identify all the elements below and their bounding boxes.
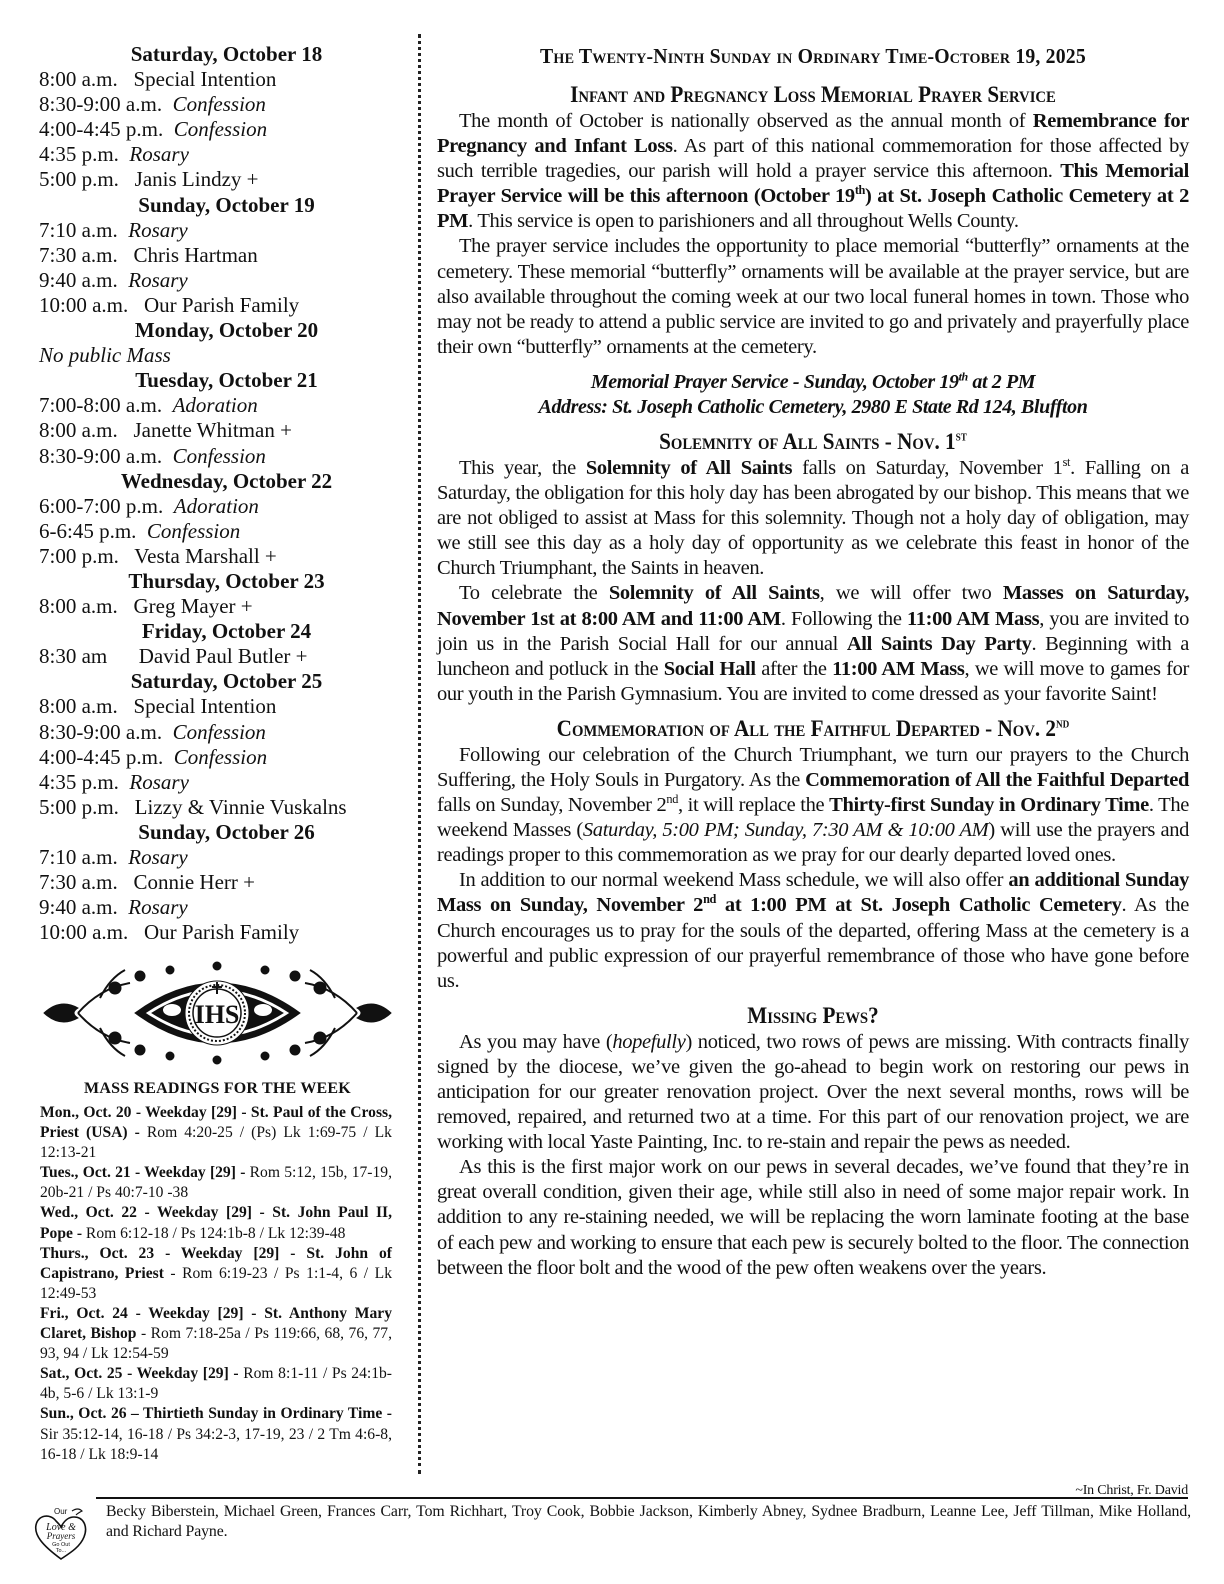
- memorial-service-info: Memorial Prayer Service - Sunday, October 19th at 2 PM: [590, 369, 1036, 393]
- pews-paragraph-1: [437, 1030, 1189, 1155]
- schedule-time: 9:40 a.m.: [39, 267, 118, 292]
- schedule-day-heading: Tuesday, October 21: [135, 368, 318, 393]
- schedule-time: 5:00 p.m.: [39, 167, 119, 192]
- text-run: Masses on Saturday, November 1st at 8:00 AM and 11:00 AM: [437, 582, 1189, 630]
- reading-day-heading: Sat., Oct. 25 - Weekday [29] -: [40, 1365, 239, 1383]
- schedule-day-heading: Wednesday, October 22: [120, 468, 333, 493]
- column-divider: [418, 34, 421, 1474]
- text-run: . Beginning with a luncheon and potluck in the: [437, 632, 1189, 680]
- schedule-item: [39, 795, 394, 820]
- schedule-day-heading: Saturday, October 18: [130, 42, 323, 66]
- text-run: falls on Sunday, November 2: [437, 794, 667, 817]
- text-run: nd: [703, 892, 717, 907]
- schedule-event: Rosary: [129, 769, 189, 794]
- schedule-time: 4:00-4:45 p.m.: [39, 117, 164, 142]
- schedule-item: [39, 694, 394, 719]
- schedule-event: Rosary: [128, 217, 188, 242]
- schedule-item: [39, 770, 394, 795]
- schedule-event: Our Parish Family: [144, 292, 300, 317]
- reading-entry: [40, 1244, 392, 1304]
- schedule-day-heading: Thursday, October 23: [128, 568, 325, 593]
- bulletin-main: [437, 44, 1189, 1281]
- schedule-time: 8:30-9:00 a.m.: [39, 92, 163, 117]
- text-run: an additional Sunday Mass on Sunday, November 2: [437, 869, 1189, 917]
- reading-day-heading: Mon., Oct. 20 - Weekday [29] - St. Paul of the Cross, Priest (USA) -: [40, 1104, 392, 1142]
- schedule-event: Greg Mayer +: [133, 594, 253, 619]
- text-run: , we will move to games for our youth in the Parish Gymnasium. You are invited to come dressed as your favorite Saint!: [437, 657, 1189, 705]
- reading-references: Rom 4:20-25 / (Ps) Lk 1:69-75 / Lk 12:13-21: [40, 1124, 392, 1162]
- text-run: st: [1062, 455, 1071, 470]
- schedule-day-heading: Saturday, October 25: [130, 669, 323, 694]
- reading-day-heading: Thurs., Oct. 23 - Weekday [29] - St. John of Capistrano, Priest: [40, 1244, 392, 1282]
- schedule-item: [39, 142, 394, 167]
- schedule-event: Adoration: [172, 393, 258, 418]
- schedule-item: [39, 494, 394, 519]
- reading-entry: [40, 1404, 392, 1464]
- schedule-item: [39, 243, 394, 268]
- schedule-item: [39, 293, 394, 318]
- schedule-event: Lizzy & Vinnie Vuskalns: [134, 794, 347, 819]
- text-run: Commemoration of All the Faithful Departed: [805, 768, 1190, 791]
- all-saints-paragraph-1: [437, 456, 1189, 581]
- schedule-item: [39, 895, 394, 920]
- schedule-item: [39, 594, 394, 619]
- reading-entry: [40, 1304, 392, 1364]
- text-run: nd: [666, 792, 678, 807]
- schedule-item: [39, 92, 394, 117]
- memorial-paragraph-1: [437, 109, 1189, 234]
- schedule-time: 7:10 a.m.: [39, 845, 118, 869]
- section-title-memorial: Infant and Pregnancy Loss Memorial Prayer Service: [570, 82, 1056, 107]
- schedule-item: [39, 745, 394, 770]
- reading-references: Rom 6:12-18 / Ps 124:1b-8 / Lk 12:39-48: [82, 1224, 346, 1242]
- schedule-time: 5:00 p.m.: [39, 794, 119, 819]
- text-run: All Saints Day Party: [846, 632, 1032, 655]
- text-run: Social Hall: [663, 657, 756, 680]
- schedule-event: Rosary: [128, 267, 188, 292]
- text-run: . This service is open to parishioners and all throughout Wells County.: [468, 210, 1019, 233]
- text-run: at 1:00 PM at St. Joseph Catholic Cemetery: [716, 894, 1122, 917]
- schedule-time: 8:00 a.m.: [39, 694, 118, 719]
- schedule-event: Connie Herr +: [133, 870, 255, 895]
- schedule-item: [39, 393, 394, 418]
- text-run: . The weekend Masses (: [437, 794, 1189, 842]
- svg-text:Love &: Love &: [46, 1522, 76, 1533]
- reading-day-heading: Sun., Oct. 26 – Thirtieth Sunday in Ordinary Time -: [40, 1405, 392, 1423]
- schedule-event: Chris Hartman: [133, 242, 258, 267]
- schedule-item: [39, 117, 394, 142]
- reading-day-heading: Fri., Oct. 24 - Weekday [29] - St. Anthony Mary Claret, Bishop: [40, 1304, 392, 1343]
- schedule-time: 7:10 a.m.: [39, 217, 118, 242]
- svg-text:Our: Our: [54, 1507, 68, 1516]
- text-run: ) at St. Joseph Catholic Cemetery at 2 PM: [437, 185, 1189, 233]
- schedule-event: Confession: [172, 92, 266, 117]
- schedule-item: [39, 720, 394, 745]
- schedule-event: No public Mass: [39, 343, 171, 368]
- section-title-missing-pews: Missing Pews?: [747, 1002, 879, 1028]
- schedule-time: 7:00-8:00 a.m.: [39, 393, 163, 418]
- text-run: The month of October is nationally observed as the annual month of: [459, 110, 1033, 132]
- ihs-monogram: IHS: [194, 1000, 240, 1029]
- text-run: In addition to our normal weekend Mass schedule, we will also offer: [459, 869, 1009, 892]
- pews-paragraph-2: [437, 1155, 1189, 1280]
- text-run: falls on Saturday, November 1: [792, 456, 1063, 479]
- schedule-item: [39, 920, 394, 945]
- text-run: The prayer service includes the opportunity to place memorial “butterfly” ornaments at the cemetery. These memorial “butterfly” ornaments will be available at the prayer service, but are also available throughout the coming week at our two local funeral homes in town. Those who may not be ready to attend a public service are invited to go and privately and prayerfully place their own “butterfly” ornaments at the cemetery.: [437, 235, 1189, 358]
- svg-text:To...: To...: [55, 1548, 67, 1554]
- text-run: Solemnity of All Saints: [608, 582, 820, 605]
- schedule-item: [39, 167, 394, 192]
- text-run: As you may have (: [459, 1030, 613, 1053]
- memorial-paragraph-2: [437, 234, 1189, 359]
- text-run: . Falling on a Saturday, the obligation for this holy day has been abrogated by our bishop. This means that we are not obliged to assist at Mass for this solemnity. Though not a holy day of obligation, may we still see this day as a holy day of opportunity as we celebrate this feast in honor of the Church Triumphant, the Saints in heaven.: [437, 456, 1190, 580]
- schedule-time: 7:30 a.m.: [39, 870, 118, 895]
- text-run: after the: [755, 657, 833, 680]
- reading-entry: [40, 1163, 392, 1203]
- schedule-time: 7:00 p.m.: [39, 543, 119, 568]
- text-run: 11:00 AM Mass: [906, 607, 1040, 630]
- reading-references: Rom 5:12, 15b, 17-19, 20b-21 / Ps 40:7-10 -38: [40, 1164, 392, 1202]
- text-run: As this is the first major work on our pews in several decades, we’ve found that they’re in great overall condition, given their age, while still also in need of some major repair work. In addition to any re-staining needed, we will be replacing the worn laminate footing at the base of each pew and working to ensure that each pew is securely bolted to the floor. The connection between the floor bolt and the wood of the pew often weakens over the years.: [437, 1156, 1189, 1279]
- schedule-event: Confession: [172, 719, 266, 744]
- schedule-item: [39, 845, 394, 870]
- signature: ~In Christ, Fr. David: [1075, 1483, 1188, 1498]
- schedule-day-heading: Monday, October 20: [134, 318, 319, 343]
- text-run: . As the Church encourages us to pray for the souls of the departed, offering Mass at the cemetery is a powerful and public expression of our prayerful remembrance of those who have gone before us.: [437, 894, 1189, 992]
- schedule-time: 6:00-7:00 p.m.: [39, 493, 164, 518]
- text-run: Saturday, 5:00 PM; Sunday, 7:30 AM & 10:00 AM: [582, 819, 989, 842]
- text-run: This Memorial Prayer Service will be this afternoon (October 19: [437, 160, 1189, 208]
- text-run: ) will use the prayers and readings proper to this commemoration as we pray for our dearly departed loved ones.: [437, 819, 1189, 867]
- schedule-event: Janis Lindzy +: [134, 167, 259, 192]
- readings-title: MASS READINGS FOR THE WEEK: [84, 1080, 351, 1097]
- schedule-event: Rosary: [129, 142, 189, 167]
- schedule-event: Confession: [146, 518, 241, 543]
- reading-day-heading: Tues., Oct. 21 - Weekday [29] -: [40, 1164, 246, 1182]
- ihs-ornament-icon: [40, 958, 395, 1068]
- text-run: . As part of this national commemoration for those affected by such terrible tragedies, our parish will hold a prayer service this afternoon.: [437, 135, 1189, 183]
- mass-readings-list: [40, 1103, 392, 1465]
- schedule-event: Rosary: [128, 845, 188, 869]
- schedule-item: [39, 418, 394, 443]
- text-run: This year, the: [459, 456, 586, 479]
- reading-entry: [40, 1364, 392, 1404]
- schedule-time: 6-6:45 p.m.: [39, 518, 137, 543]
- text-run: ) noticed, two rows of pews are missing. With contracts finally signed by the diocese, we’ve given the go-ahead to begin work on restoring our pews in anticipation for our greater renovation project. Over the next several months, rows will be removed, repaired, and returned two at a time. For this part of our renovation project, we are working with local Yaste Painting, Inc. to re-stain and repair the pews as needed.: [437, 1030, 1189, 1154]
- schedule-item: [39, 67, 394, 92]
- svg-text:Prayers: Prayers: [46, 1531, 76, 1541]
- schedule-item: [39, 644, 394, 669]
- text-run: To celebrate the: [459, 582, 609, 605]
- schedule-time: 8:00 a.m.: [39, 67, 118, 92]
- prayer-list-names: Becky Biberstein, Michael Green, Frances Carr, Tom Richhart, Troy Cook, Bobbie Jackson, Kimberly Abney, Sydnee Bradburn, Leanne Lee, Jeff Tillman, Mike Holland, and Richard Payne.: [106, 1503, 1191, 1540]
- schedule-item: [39, 218, 394, 243]
- text-run: . Following the: [780, 607, 907, 630]
- schedule-item: [39, 444, 394, 469]
- schedule-item: [39, 268, 394, 293]
- page-title: The Twenty-Ninth Sunday in Ordinary Time-October 19, 2025: [540, 44, 1086, 68]
- schedule-time: 4:00-4:45 p.m.: [39, 744, 164, 769]
- text-run: th: [854, 183, 866, 198]
- text-run: Thirty-first Sunday in Ordinary Time: [829, 794, 1149, 817]
- schedule-time: 9:40 a.m.: [39, 895, 118, 920]
- svg-text:Go Out: Go Out: [52, 1542, 70, 1548]
- text-run: 11:00 AM Mass: [832, 657, 965, 680]
- schedule-event: Confession: [172, 443, 266, 468]
- mass-schedule: [39, 42, 394, 945]
- schedule-event: Our Parish Family: [144, 920, 300, 945]
- schedule-time: 8:30 am: [39, 644, 108, 669]
- schedule-time: 7:30 a.m.: [39, 242, 118, 267]
- reading-references: Rom 8:1-11 / Ps 24:1b-4b, 5-6 / Lk 13:1-9: [40, 1365, 392, 1403]
- text-run: hopefully: [612, 1030, 686, 1053]
- reading-references: - Rom 7:18-25a / Ps 119:66, 68, 76, 77, 93, 94 / Lk 12:54-59: [40, 1325, 392, 1363]
- schedule-item: [39, 870, 394, 895]
- schedule-event: Confession: [173, 744, 268, 769]
- schedule-time: 8:00 a.m.: [39, 418, 118, 443]
- schedule-item: [39, 544, 394, 569]
- schedule-day-heading: Sunday, October 19: [138, 192, 315, 217]
- schedule-event: David Paul Butler +: [138, 644, 308, 669]
- schedule-event: Vesta Marshall +: [134, 543, 277, 568]
- text-run: , you are invited to join us in the Parish Social Hall for our annual: [437, 607, 1189, 655]
- schedule-event: Rosary: [128, 895, 188, 920]
- schedule-event: Special Intention: [133, 67, 277, 92]
- schedule-time: 8:30-9:00 a.m.: [39, 443, 163, 468]
- reading-references: Sir 35:12-14, 16-18 / Ps 34:2-3, 17-19, 23 / 2 Tm 4:6-8, 16-18 / Lk 18:9-14: [40, 1425, 392, 1463]
- schedule-time: 4:35 p.m.: [39, 769, 119, 794]
- schedule-day-heading: Friday, October 24: [141, 619, 312, 644]
- schedule-time: 8:30-9:00 a.m.: [39, 719, 163, 744]
- text-run: Remembrance for Pregnancy and Infant Loss: [437, 110, 1189, 158]
- text-run: , we will offer two: [819, 582, 1003, 605]
- love-and-prayers-heart-icon: [32, 1505, 90, 1563]
- text-run: Solemnity of All Saints: [585, 456, 793, 479]
- schedule-event: Confession: [173, 117, 268, 142]
- text-run: , it will replace the: [678, 794, 830, 817]
- text-run: Following our celebration of the Church Triumphant, we turn our prayers to the Church Suffering, the Holy Souls in Purgatory. As the: [437, 743, 1189, 791]
- memorial-address: Address: St. Joseph Catholic Cemetery, 2980 E State Rd 124, Bluffton: [538, 395, 1088, 418]
- all-saints-paragraph-2: [437, 581, 1189, 706]
- schedule-event: Adoration: [173, 493, 259, 518]
- all-souls-paragraph-1: [437, 743, 1189, 868]
- reading-entry: [40, 1203, 392, 1243]
- reading-references: - Rom 6:19-23 / Ps 1:1-4, 6 / Lk 12:49-53: [40, 1264, 392, 1302]
- schedule-time: 10:00 a.m.: [39, 292, 129, 317]
- reading-day-heading: Wed., Oct. 22 - Weekday [29] - St. John Paul II, Pope -: [40, 1204, 392, 1242]
- schedule-time: 8:00 a.m.: [39, 594, 118, 619]
- schedule-event: Special Intention: [133, 694, 277, 719]
- footer-divider: [96, 1497, 1188, 1499]
- schedule-item: [39, 519, 394, 544]
- schedule-time: 10:00 a.m.: [39, 920, 129, 945]
- schedule-item: [39, 343, 394, 368]
- reading-entry: [40, 1103, 392, 1163]
- schedule-event: Janette Whitman +: [133, 418, 292, 443]
- section-title-all-souls: Commemoration of All the Faithful Departed - Nov. 2nd: [556, 715, 1070, 741]
- section-title-all-saints: Solemnity of All Saints - Nov. 1st: [659, 428, 967, 454]
- schedule-time: 4:35 p.m.: [39, 142, 119, 167]
- all-souls-paragraph-2: [437, 868, 1189, 993]
- schedule-day-heading: Sunday, October 26: [138, 819, 315, 844]
